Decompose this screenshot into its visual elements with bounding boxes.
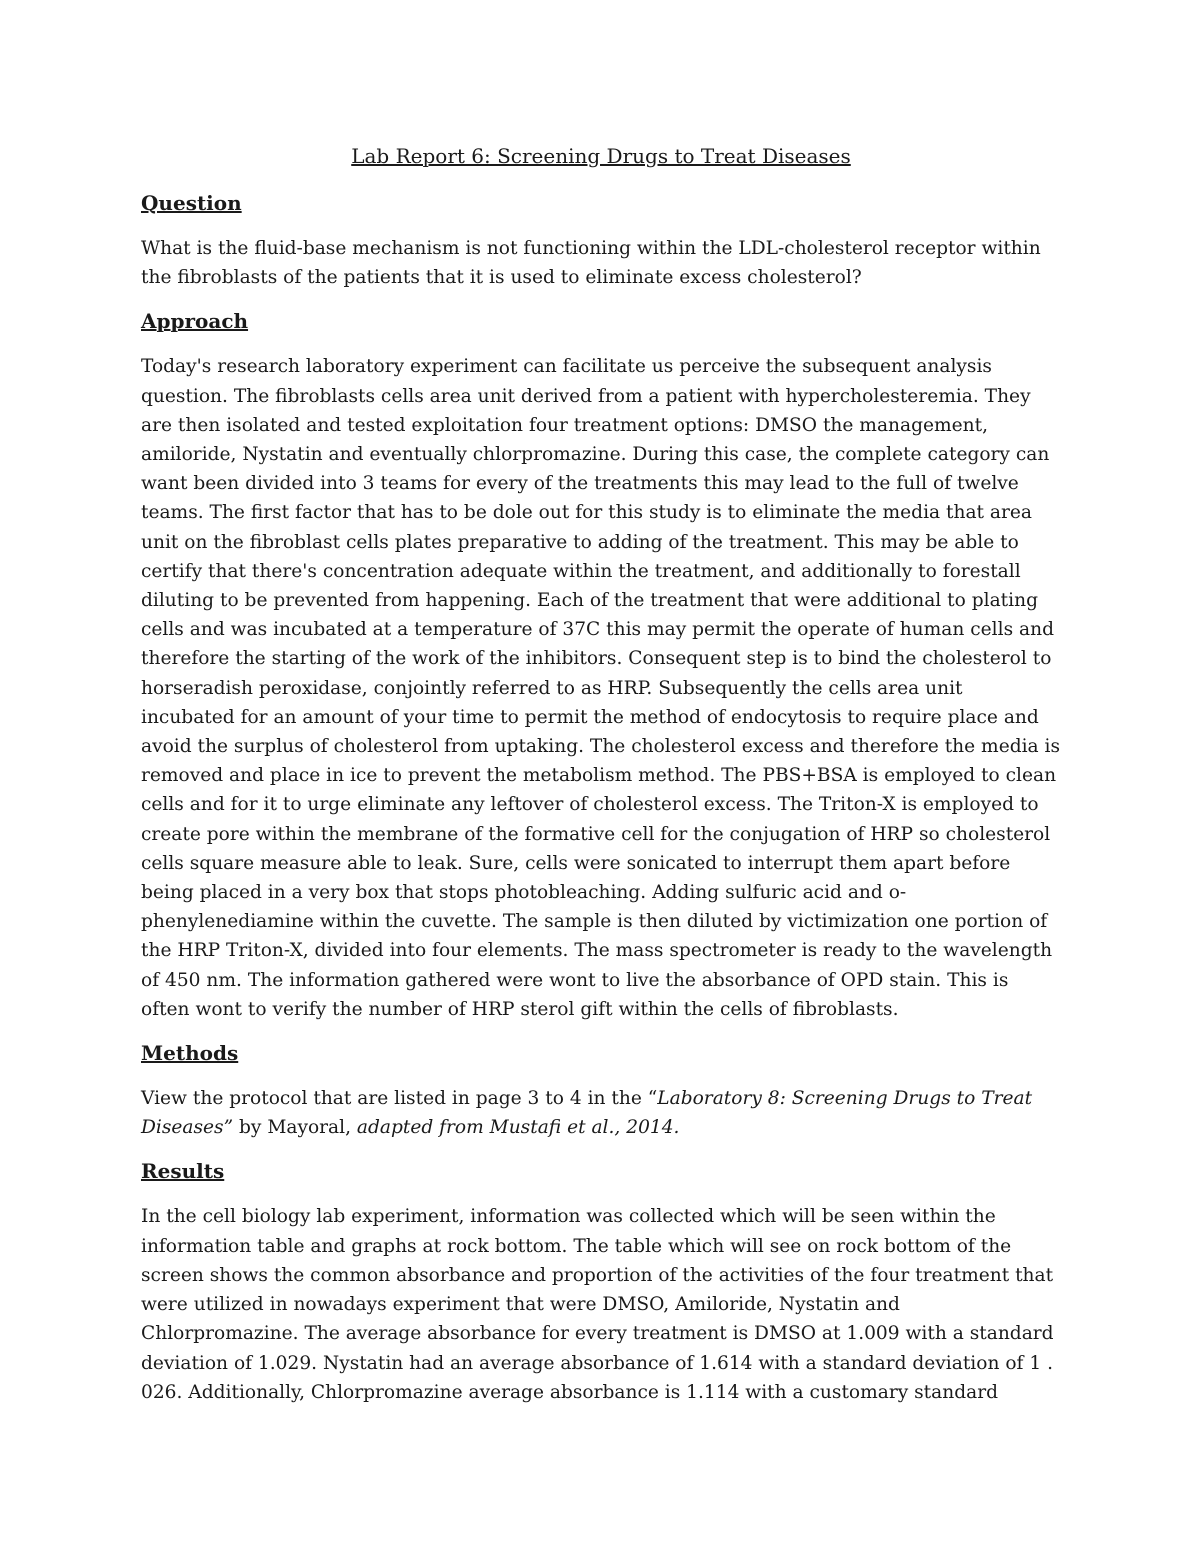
approach-heading: Approach [141,309,249,334]
methods-heading: Methods [141,1041,239,1066]
document-title: Lab Report 6: Screening Drugs to Treat Diseases [351,144,851,168]
document-page [141,140,1061,1423]
methods-source: adapted from Mustafi et al., 2014. [356,1117,680,1139]
methods-paragraph [141,1084,1061,1142]
results-paragraph: In the cell biology lab experiment, information was collected which will be seen within the information table and graphs at rock bottom. The table which will see on rock bottom of the screen shows the common absorbance and proportion of the activities of the four treatment that were utilized in nowadays experiment that were DMSO, Amiloride, Nystatin and Chlorpromazine. The average absorbance for every treatment is DMSO at 1.009 with a standard deviation of 1.029. Nystatin had an average absorbance of 1.614 with a standard deviation of 1 . 026. Additionally, Chlorpromazine average absorbance is 1.114 with a customary standard [141,1206,1054,1403]
results-heading: Results [141,1159,225,1184]
methods-text-middle: by Mayoral, [233,1117,357,1139]
question-heading: Question [141,191,242,215]
methods-lab-title: Laboratory 8: Screening Drugs to Treat Diseases” [141,1088,1033,1139]
question-paragraph: What is the fluid-base mechanism is not functioning within the LDL-cholesterol receptor within the fibroblasts of the patients that it is used to eliminate excess cholesterol? [141,238,1041,289]
approach-paragraph: Today's research laboratory experiment can facilitate us perceive the subsequent analysis question. The fibroblasts cells area unit derived from a patient with hypercholesteremia. They are then isolated and tested exploitation four treatment options: DMSO the management, amiloride, Nystatin and eventually chlorpromazine. During this case, the complete category can want been divided into 3 teams for every of the treatments this may lead to the full of twelve teams. The first factor that has to be dole out for this study is to eliminate the media that area unit on the fibroblast cells plates preparative to adding of the treatment. This may be able to certify that there's concentration adequate within the treatment, and additionally to forestall diluting to be prevented from happening. Each of the treatment that were additional to plating cells and was incubated at a temperature of 37C this may permit the operate of human cells and therefore the starting of the work of the inhibitors. Consequent step is to bind the cholesterol to horseradish peroxidase, conjointly referred to as HRP. Subsequently the cells area unit incubated for an amount of your time to permit the method of endocytosis to require place and avoid the surplus of cholesterol from uptaking. The cholesterol excess and therefore the media is removed and place in ice to prevent the metabolism method. The PBS+BSA is employed to clean cells and for it to urge eliminate any leftover of cholesterol excess. The Triton-X is employed to create pore within the membrane of the formative cell for the conjugation of HRP so cholesterol cells square measure able to leak. Sure, cells were sonicated to interrupt them apart before being placed in a very box that stops photobleaching. Adding sulfuric acid and o-phenylenediamine within the cuvette. The sample is then diluted by victimization one portion of the HRP Triton-X, divided into four elements. The mass spectrometer is ready to the wavelength of 450 nm. The information gathered were wont to live the absorbance of OPD stain. This is often wont to verify the number of HRP sterol gift within the cells of fibroblasts. [141,356,1061,1020]
methods-text-before: View the protocol that are listed in page 3 to 4 in the “ [141,1088,658,1110]
